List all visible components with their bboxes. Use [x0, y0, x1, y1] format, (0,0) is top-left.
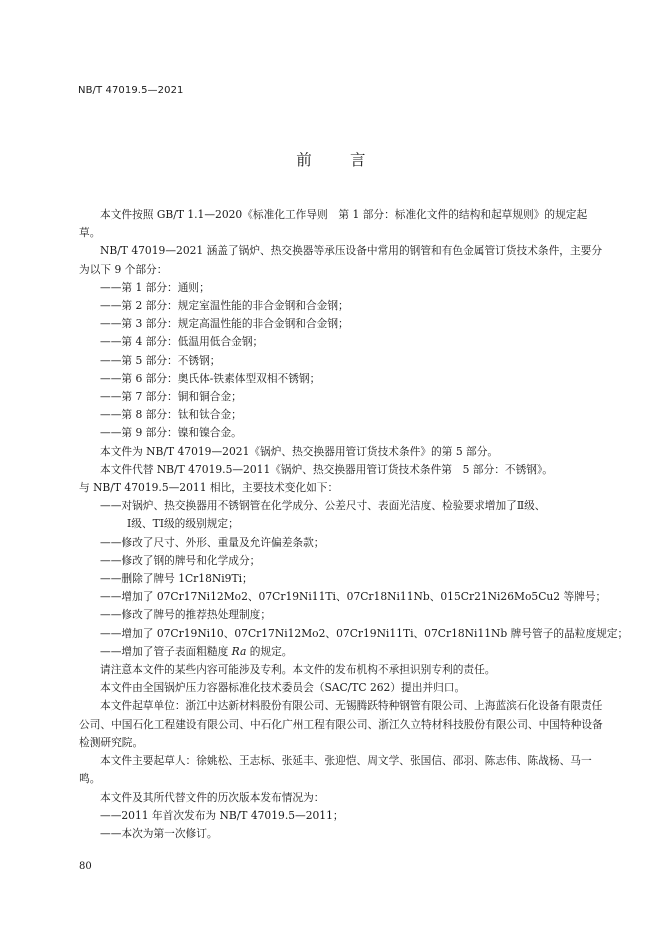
list-item-history-1: ——2011 年首次发布为 NB/T 47019.5—2011；: [100, 808, 344, 822]
list-item-part-8: ——第 8 部分：钛和钛合金；: [100, 408, 242, 422]
foreword-body: [79, 206, 629, 843]
list-item-change-1-cont: Ⅰ级、TⅠ级的级别规定；: [127, 517, 239, 531]
list-item-change-7: ——增加了 07Cr19Ni10、07Cr17Ni12Mo2、07Cr19Ni11Ti、07Cr18Ni11Nb 牌号管子的晶粒度规定；: [100, 626, 629, 640]
paragraph-history-intro: 本文件及其所代替文件的历次版本发布情况为：: [100, 790, 325, 804]
change-8-suffix: 的规定。: [246, 644, 293, 658]
paragraph-proposer: 本文件由全国锅炉压力容器标准化技术委员会（SAC/TC 262）提出并归口。: [100, 681, 466, 695]
list-item-change-3: ——修改了钢的牌号和化学成分；: [100, 553, 261, 567]
title-char-1: 前: [296, 151, 312, 169]
page-title: [0, 148, 662, 170]
list-item-change-6: ——修改了牌号的推荐热处理制度；: [100, 608, 272, 622]
paragraph-drafting-units: 本文件起草单位：浙江中达新材料股份有限公司、无锡腾跃特种钢管有限公司、上海蓝滨石化设备有限责任公司、中国石化工程建设有限公司、中石化广州工程有限公司、浙江久立特材科技股份有限公司、中国特种设备检测研究院。: [79, 699, 603, 749]
list-item-part-5: ——第 5 部分：不锈钢；: [100, 353, 221, 367]
standard-code-header: NB/T 47019.5—2021: [78, 85, 184, 96]
change-8-prefix: ——增加了管子表面粗糙度: [100, 644, 232, 658]
paragraph-drafters: 本文件主要起草人：徐姚松、王志标、张延丰、张迎恺、周文学、张国信、邵羽、陈志伟、陈战杨、马一鸣。: [79, 754, 592, 786]
list-item-change-8: [79, 643, 605, 661]
title-char-2: 言: [350, 151, 366, 169]
list-item-part-2: ——第 2 部分：规定室温性能的非合金钢和合金钢；: [100, 299, 349, 313]
paragraph-series-overview: NB/T 47019—2021 涵盖了锅炉、热交换器等承压设备中常用的钢管和有色金属管订货技术条件，主要分为以下 9 个部分：: [79, 244, 603, 276]
list-item-part-7: ——第 7 部分：铜和铜合金；: [100, 390, 242, 404]
list-item-history-2: ——本次为第一次修订。: [100, 826, 218, 840]
list-item-part-1: ——第 1 部分：通则；: [100, 280, 210, 294]
list-item-change-2: ——修改了尺寸、外形、重量及允许偏差条款；: [100, 535, 325, 549]
list-item-part-9: ——第 9 部分：镍和镍合金。: [100, 426, 242, 440]
list-item-part-6: ——第 6 部分：奥氏体-铁素体型双相不锈钢；: [100, 371, 321, 385]
list-item-change-1: ——对锅炉、热交换器用不锈钢管在化学成分、公差尺寸、表面光洁度、检验要求增加了Ⅱ级、: [100, 499, 546, 513]
list-item-part-4: ——第 4 部分：低温用低合金钢；: [100, 335, 264, 349]
roughness-symbol: Ra: [231, 644, 247, 658]
paragraph-changes-intro: 与 NB/T 47019.5—2011 相比，主要技术变化如下：: [79, 481, 339, 495]
paragraph-replaces: 本文件代替 NB/T 47019.5—2011《锅炉、热交换器用管订货技术条件第 5 部分：不锈钢》。: [100, 462, 553, 476]
list-item-change-5: ——增加了 07Cr17Ni12Mo2、07Cr19Ni11Ti、07Cr18Ni11Nb、015Cr21Ni26Mo5Cu2 等牌号；: [100, 590, 607, 604]
list-item-change-4: ——删除了牌号 1Cr18Ni9Ti；: [100, 572, 253, 586]
page-number: 80: [79, 861, 92, 872]
list-item-part-3: ——第 3 部分：规定高温性能的非合金钢和合金钢；: [100, 317, 349, 331]
paragraph-patent-notice: 请注意本文件的某些内容可能涉及专利。本文件的发布机构不承担识别专利的责任。: [100, 663, 496, 677]
paragraph-this-part: 本文件为 NB/T 47019—2021《锅炉、热交换器用管订货技术条件》的第 5 部分。: [100, 444, 499, 458]
paragraph-drafting-rules: 本文件按照 GB/T 1.1—2020《标准化工作导则 第 1 部分：标准化文件的结构和起草规则》的规定起草。: [79, 208, 588, 240]
